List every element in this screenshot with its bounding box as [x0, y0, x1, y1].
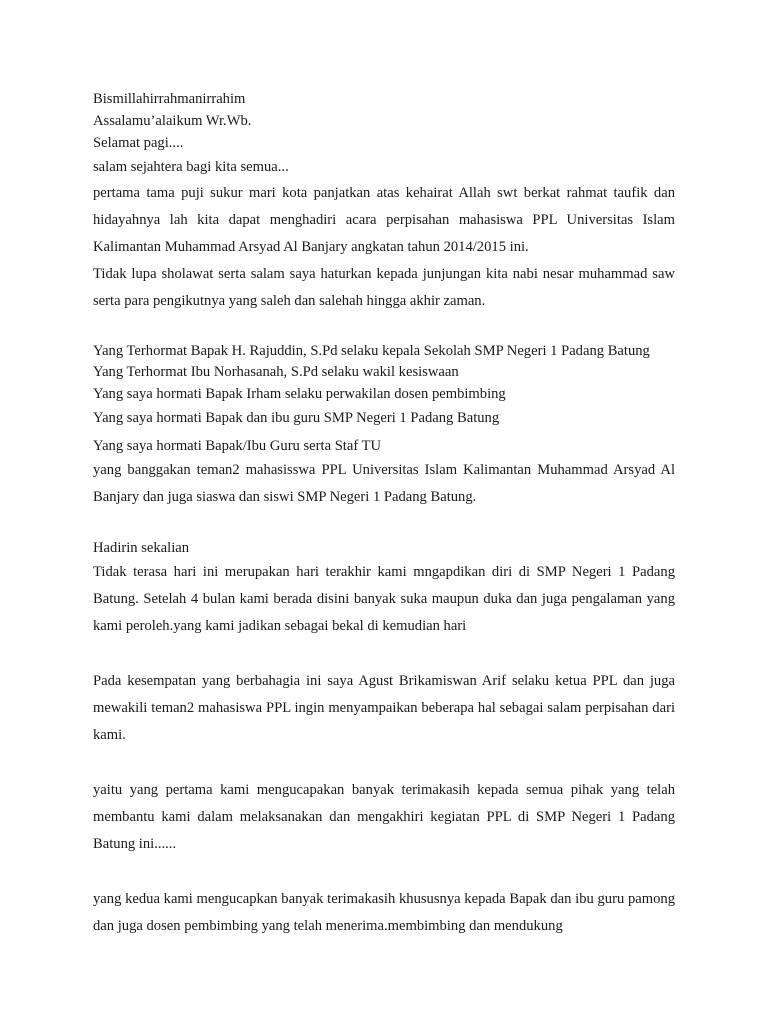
- body-paragraph-4: yang kedua kami mengucapkan banyak terimakasih khususnya kepada Bapak dan ibu guru pamong dan juga dosen pembimbing yang telah menerima.membimbing dan mendukung: [93, 891, 675, 934]
- document-body: [93, 88, 675, 940]
- intro-paragraph-2: Tidak lupa sholawat serta salam saya haturkan kepada junjungan kita nabi nesar muhammad saw serta para pengikutnya yang saleh dan salehah hingga akhir zaman.: [93, 266, 675, 309]
- body-paragraph-1: Tidak terasa hari ini merupakan hari terakhir kami mngapdikan diri di SMP Negeri 1 Padang Batung. Setelah 4 bulan kami berada disini banyak suka maupun duka dan juga pengalaman yang kami peroleh.yang kami jadikan sebagai bekal di kemudian hari: [93, 564, 675, 634]
- body-paragraph-2: Pada kesempatan yang berbahagia ini saya Agust Brikamiswan Arif selaku ketua PPL dan juga mewakili teman2 mahasiswa PPL ingin menyampaikan beberapa hal sebagai salam perpisahan dari kami.: [93, 673, 675, 743]
- opening-line-sejahtera: salam sejahtera bagi kita semua...: [93, 159, 289, 175]
- intro-paragraph-1: pertama tama puji sukur mari kota panjatkan atas kehairat Allah swt berkat rahmat taufik dan hidayahnya lah kita dapat menghadiri acara perpisahan mahasiswa PPL Universitas Islam Kalimantan Muhammad Arsyad Al Banjary angkatan tahun 2014/2015 ini.: [93, 185, 675, 255]
- greeting-dosen-pembimbing: Yang saya hormati Bapak Irham selaku perwakilan dosen pembimbing: [93, 386, 506, 402]
- greeting-guru: Yang saya hormati Bapak dan ibu guru SMP Negeri 1 Padang Batung: [93, 410, 500, 426]
- greeting-wakil-kesiswaan: Yang Terhormat Ibu Norhasanah, S.Pd selaku wakil kesiswaan: [93, 364, 459, 380]
- greeting-students: yang banggakan teman2 mahasisswa PPL Universitas Islam Kalimantan Muhammad Arsyad Al Banjary dan juga siaswa dan siswi SMP Negeri 1 Padang Batung.: [93, 462, 675, 505]
- body-paragraph-3: yaitu yang pertama kami mengucapakan banyak terimakasih kepada semua pihak yang telah membantu kami dalam melaksanakan dan mengakhiri kegiatan PPL di SMP Negeri 1 Padang Batung ini......: [93, 782, 675, 852]
- greeting-staf-tu: Yang saya hormati Bapak/Ibu Guru serta Staf TU: [93, 438, 382, 454]
- audience-line: Hadirin sekalian: [93, 540, 190, 556]
- opening-line-basmalah: Bismillahirrahmanirrahim: [93, 91, 246, 107]
- opening-line-salam: Assalamu’alaikum Wr.Wb.: [93, 113, 252, 129]
- opening-line-greeting: Selamat pagi....: [93, 135, 184, 151]
- greeting-kepala-sekolah: Yang Terhormat Bapak H. Rajuddin, S.Pd selaku kepala Sekolah SMP Negeri 1 Padang Batung: [93, 343, 650, 359]
